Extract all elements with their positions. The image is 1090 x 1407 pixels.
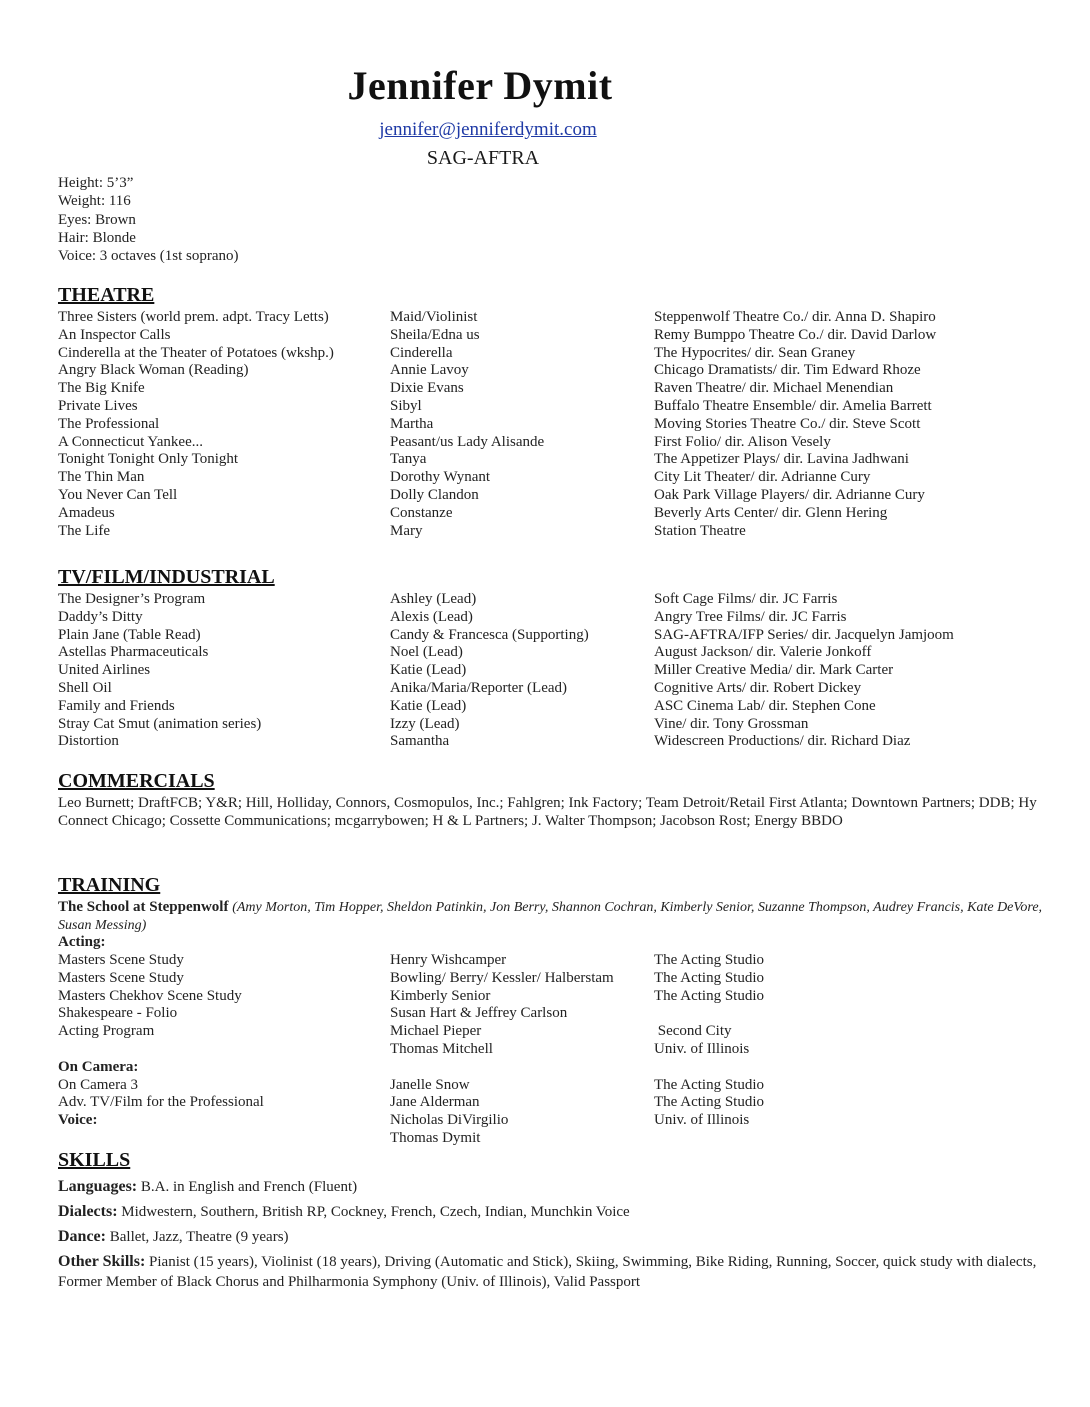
list-item: Sheila/Edna us — [390, 326, 480, 343]
on-camera-label: On Camera: — [58, 1058, 139, 1075]
list-item: Dorothy Wynant — [390, 469, 491, 486]
list-item: An Inspector Calls — [58, 326, 171, 343]
tv-roles — [390, 591, 589, 751]
list-item: Jane Alderman — [390, 1094, 480, 1111]
list-item: Kimberly Senior — [390, 987, 491, 1004]
list-item: Henry Wishcamper — [390, 952, 507, 968]
list-item: The Appetizer Plays/ dir. Lavina Jadhwani — [654, 451, 909, 468]
list-item: City Lit Theater/ dir. Adrianne Cury — [654, 469, 871, 486]
list-item: Widescreen Productions/ dir. Richard Diaz — [654, 733, 911, 750]
list-item: Soft Cage Films/ dir. JC Farris — [654, 591, 838, 607]
list-item: Raven Theatre/ dir. Michael Menendian — [654, 380, 894, 397]
list-item: Distortion — [58, 733, 119, 750]
list-item: The Big Knife — [58, 380, 145, 397]
commercials-heading: COMMERCIALS — [58, 770, 215, 792]
stat-eyes: Eyes: Brown — [58, 211, 136, 228]
list-item: Ashley (Lead) — [390, 591, 477, 607]
skill-dance — [58, 1227, 1048, 1247]
list-item: Dixie Evans — [390, 380, 464, 397]
list-item: Station Theatre — [654, 522, 746, 539]
list-item: Mary — [390, 522, 423, 539]
list-item: United Airlines — [58, 662, 151, 679]
list-item: Private Lives — [58, 397, 138, 414]
list-item: Chicago Dramatists/ dir. Tim Edward Rhoze — [654, 362, 921, 379]
list-item: Remy Bumppo Theatre Co./ dir. David Darlow — [654, 326, 937, 343]
dance-label: Dance: — [58, 1228, 106, 1245]
list-item: Shell Oil — [58, 679, 112, 696]
steppenwolf-training — [58, 899, 1048, 935]
list-item: Angry Black Woman (Reading) — [58, 362, 249, 379]
list-item: Steppenwolf Theatre Co./ dir. Anna D. Shapiro — [654, 309, 936, 325]
list-item: Cinderella — [390, 344, 453, 361]
list-item: The Acting Studio — [654, 1094, 764, 1111]
acting-label: Acting: — [58, 934, 106, 950]
list-item: Katie (Lead) — [390, 697, 467, 714]
list-item: Thomas Mitchell — [390, 1040, 493, 1057]
list-item: Univ. of Illinois — [654, 1040, 750, 1057]
physical-stats — [58, 174, 239, 265]
list-item: Constanze — [390, 504, 453, 521]
list-item: Masters Scene Study — [58, 969, 184, 986]
list-item: August Jackson/ dir. Valerie Jonkoff — [654, 644, 872, 661]
stat-weight: Weight: 116 — [58, 193, 131, 210]
languages-value: B.A. in English and French (Fluent) — [140, 1179, 358, 1195]
list-item: ASC Cinema Lab/ dir. Stephen Cone — [654, 697, 876, 714]
resume-name: Jennifer Dymit — [347, 63, 613, 108]
list-item: Beverly Arts Center/ dir. Glenn Hering — [654, 504, 888, 521]
list-item: Tonight Tonight Only Tonight — [58, 451, 239, 468]
list-item: Noel (Lead) — [390, 644, 463, 661]
list-item: The Acting Studio — [654, 952, 764, 968]
skills-heading: SKILLS — [58, 1149, 131, 1171]
acting-teachers — [390, 952, 614, 1148]
list-item: Cognitive Arts/ dir. Robert Dickey — [654, 679, 862, 696]
list-item: Stray Cat Smut (animation series) — [58, 715, 262, 732]
list-item: The Thin Man — [58, 469, 145, 486]
list-item: Sibyl — [390, 397, 422, 414]
union-affiliation: SAG-AFTRA — [426, 147, 540, 169]
tv-film-heading: TV/FILM/INDUSTRIAL — [58, 566, 275, 588]
stat-voice: Voice: 3 octaves (1st soprano) — [58, 248, 239, 265]
list-item: Maid/Violinist — [390, 309, 478, 325]
acting-schools — [654, 952, 764, 1130]
training-heading: TRAINING — [58, 874, 161, 896]
list-item — [654, 1005, 764, 1023]
list-item: Second City — [654, 1023, 732, 1040]
list-item: Janelle Snow — [390, 1076, 470, 1093]
list-item: SAG-AFTRA/IFP Series/ dir. Jacquelyn Jamjoom — [654, 626, 954, 643]
list-item: The Life — [58, 522, 111, 539]
list-item: Angry Tree Films/ dir. JC Farris — [654, 608, 847, 625]
list-item: Oak Park Village Players/ dir. Adrianne Cury — [654, 486, 925, 503]
list-item: Univ. of Illinois — [654, 1112, 750, 1129]
list-item: The Professional — [58, 415, 160, 432]
theatre-roles — [390, 309, 544, 540]
dialects-value: Midwestern, Southern, British RP, Cockney, French, Czech, Indian, Munchkin Voice — [121, 1204, 630, 1220]
list-item: Alexis (Lead) — [390, 608, 473, 625]
list-item: Masters Scene Study — [58, 952, 184, 968]
list-item: Martha — [390, 415, 434, 432]
list-item: Anika/Maria/Reporter (Lead) — [390, 679, 568, 696]
list-item: Vine/ dir. Tony Grossman — [654, 715, 809, 732]
list-item: Miller Creative Media/ dir. Mark Carter — [654, 662, 894, 679]
theatre-heading: THEATRE — [58, 284, 155, 306]
email-link[interactable]: jennifer@jenniferdymit.com — [379, 119, 597, 140]
list-item: Tanya — [390, 451, 427, 468]
list-item: Shakespeare - Folio — [58, 1005, 178, 1022]
list-item: You Never Can Tell — [58, 486, 178, 503]
list-item: Astellas Pharmaceuticals — [58, 644, 209, 661]
skill-dialects — [58, 1202, 1048, 1222]
skill-other — [58, 1252, 1048, 1292]
list-item: Katie (Lead) — [390, 662, 467, 679]
list-item: The Acting Studio — [654, 987, 764, 1004]
list-item: A Connecticut Yankee... — [58, 433, 203, 450]
list-item: Buffalo Theatre Ensemble/ dir. Amelia Barrett — [654, 397, 932, 414]
list-item: Nicholas DiVirgilio — [390, 1112, 509, 1129]
stat-hair: Hair: Blonde — [58, 229, 136, 246]
list-item: Plain Jane (Table Read) — [58, 626, 201, 643]
list-item: Michael Pieper — [390, 1023, 482, 1040]
list-item: Bowling/ Berry/ Kessler/ Halberstam — [390, 969, 614, 986]
list-item: Cinderella at the Theater of Potatoes (wkshp.) — [58, 344, 334, 361]
list-item: Masters Chekhov Scene Study — [58, 987, 242, 1004]
acting-courses — [58, 952, 264, 1130]
theatre-companies — [654, 309, 936, 540]
list-item: Moving Stories Theatre Co./ dir. Steve Scott — [654, 415, 921, 432]
list-item: Thomas Dymit — [390, 1129, 481, 1146]
list-item: Candy & Francesca (Supporting) — [390, 626, 589, 643]
list-item: The Acting Studio — [654, 969, 764, 986]
list-item: First Folio/ dir. Alison Vesely — [654, 433, 831, 450]
list-item: The Designer’s Program — [58, 591, 206, 607]
voice-label: Voice: — [58, 1112, 98, 1129]
other-skills-value: Pianist (15 years), Violinist (18 years), Driving (Automatic and Stick), Skiing, Swimming, Bike Riding, Running, Soccer, quick study with dialects, Former Member of Black Chorus and Philharmonia Symphony (Univ. of Illinois), Valid Passport — [58, 1254, 1037, 1290]
list-item: The Acting Studio — [654, 1076, 764, 1093]
stat-height: Height: 5’3” — [58, 175, 134, 191]
list-item: The Hypocrites/ dir. Sean Graney — [654, 344, 856, 361]
skill-languages — [58, 1177, 1048, 1197]
list-item: Peasant/us Lady Alisande — [390, 433, 545, 450]
list-item: Adv. TV/Film for the Professional — [58, 1094, 264, 1111]
theatre-shows — [58, 309, 334, 540]
list-item: Acting Program — [58, 1023, 155, 1040]
list-item: Daddy’s Ditty — [58, 608, 143, 625]
list-item: Amadeus — [58, 504, 115, 521]
list-item: Samantha — [390, 733, 450, 750]
list-item: Annie Lavoy — [390, 362, 469, 379]
list-item: Susan Hart & Jeffrey Carlson — [390, 1005, 568, 1022]
languages-label: Languages: — [58, 1178, 138, 1195]
school-name: The School at Steppenwolf — [58, 899, 229, 915]
list-item: On Camera 3 — [58, 1076, 138, 1093]
list-item: Izzy (Lead) — [390, 715, 460, 732]
list-item: Family and Friends — [58, 697, 175, 714]
list-item: Dolly Clandon — [390, 486, 479, 503]
dance-value: Ballet, Jazz, Theatre (9 years) — [109, 1229, 289, 1245]
school-teachers: (Amy Morton, Tim Hopper, Sheldon Patinkin, Jon Berry, Shannon Cochran, Kimberly Senior, Suzanne Thompson, Audrey Francis, Kate DeVore, Susan Messing) — [58, 900, 1043, 933]
commercials-list: Leo Burnett; DraftFCB; Y&R; Hill, Holliday, Connors, Cosmopulos, Inc.; Fahlgren; Ink Factory; Team Detroit/Retail First Atlanta; Downtown Partners; DDB; Hy Connect Chicago; Cossette Communications; mcgarrybowen; H & L Partners; J. Walter Thompson; Jacobson Rost; Energy BBDO — [58, 795, 1037, 829]
dialects-label: Dialects: — [58, 1203, 118, 1220]
tv-companies — [654, 591, 954, 751]
other-skills-label: Other Skills: — [58, 1253, 146, 1270]
tv-shows — [58, 591, 261, 751]
list-item: Three Sisters (world prem. adpt. Tracy Letts) — [58, 309, 329, 325]
